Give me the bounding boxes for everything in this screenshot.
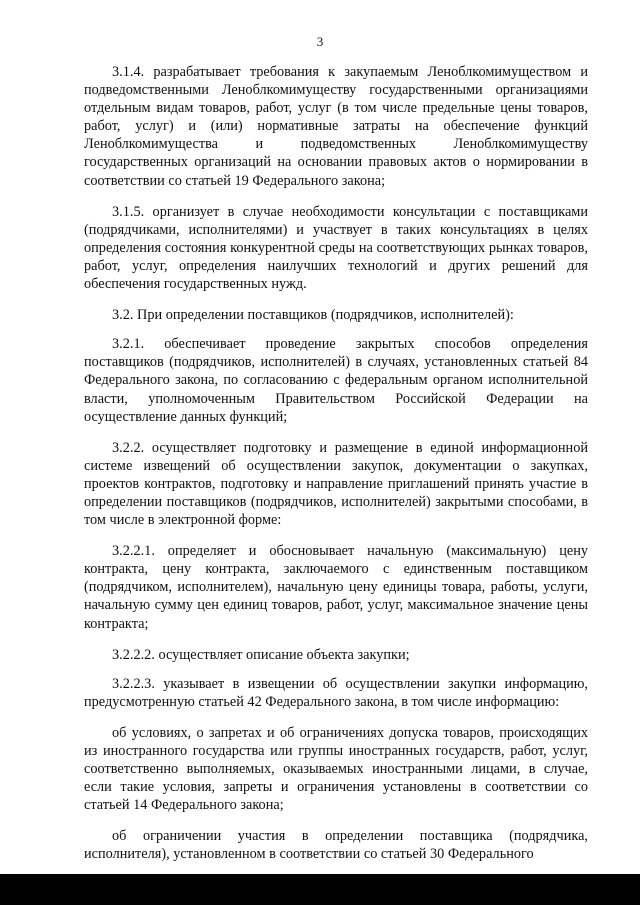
scan-bottom-edge xyxy=(0,874,640,905)
paragraph-3-2-2: 3.2.2. осуществляет подготовку и размещение в единой информационной системе извещений об осуществлении закупок, документации о закупках, проектов контрактов, подготовку и направление приглашений принять участие в определении поставщиков (подрядчиков, исполнителей) закрытыми способами, в том числе в электронной форме: xyxy=(84,439,588,529)
paragraph-3-2: 3.2. При определении поставщиков (подрядчиков, исполнителей): xyxy=(112,307,514,324)
page-number: 3 xyxy=(316,34,324,49)
paragraph-3-1-5: 3.1.5. организует в случае необходимости консультации с поставщиками (подрядчиками, исполнителями) и участвует в таких консультациях в целях определения состояния конкурентной среды на соответствующих рынках товаров, работ, услуг, определения наилучших технологий и других решений для обеспечения государственных нужд. xyxy=(84,203,588,293)
paragraph-3-2-2-1: 3.2.2.1. определяет и обосновывает начальную (максимальную) цену контракта, цену контракта, заключаемого с единственным поставщиком (подрядчиком, исполнителем), начальную цену единицы товара, работы, услуги, начальную сумму цен единиц товаров, работ, услуг, максимальное значение цены контракта; xyxy=(84,543,588,632)
document-body xyxy=(84,63,588,877)
paragraph-conditions-bans: об условиях, о запретах и об ограничениях допуска товаров, происходящих из иностранного государства или группы иностранных государств, работ, услуг, соответственно выполняемых, оказываемых иностранными лицами, в случае, если такие условия, запреты и ограничения установлены в соответствии со статьей 14 Федерального закона; xyxy=(84,724,588,814)
paragraph-3-2-1: 3.2.1. обеспечивает проведение закрытых способов определения поставщиков (подрядчиков, исполнителей) в случаях, установленных статьей 84 Федерального закона, по согласованию с федеральным органом исполнительной власти, уполномоченным Правительством Российской Федерации на осуществление данных функций; xyxy=(84,336,588,425)
paragraph-participation-limit: об ограничении участия в определении поставщика (подрядчика, исполнителя), установленном в соответствии со статьей 30 Федерального xyxy=(84,828,588,863)
paragraph-3-2-2-3: 3.2.2.3. указывает в извещении об осуществлении закупки информацию, предусмотренную статьей 42 Федерального закона, в том числе информацию: xyxy=(84,675,588,710)
paragraph-3-1-4: 3.1.4. разрабатывает требования к закупаемым Леноблкомимуществом и подведомственными Леноблкомимуществу государственными организациями отдельным видам товаров, работ, услуг (в том числе предельные цены товаров, работ, услуг) и (или) нормативные затраты на обеспечение функций Леноблкомимущества и подведомственных Леноблкомимуществу государственных организаций на основании правовых актов о нормировании в соответствии со статьей 19 Федерального закона; xyxy=(84,64,588,189)
paragraph-3-2-2-2: 3.2.2.2. осуществляет описание объекта закупки; xyxy=(112,646,410,663)
